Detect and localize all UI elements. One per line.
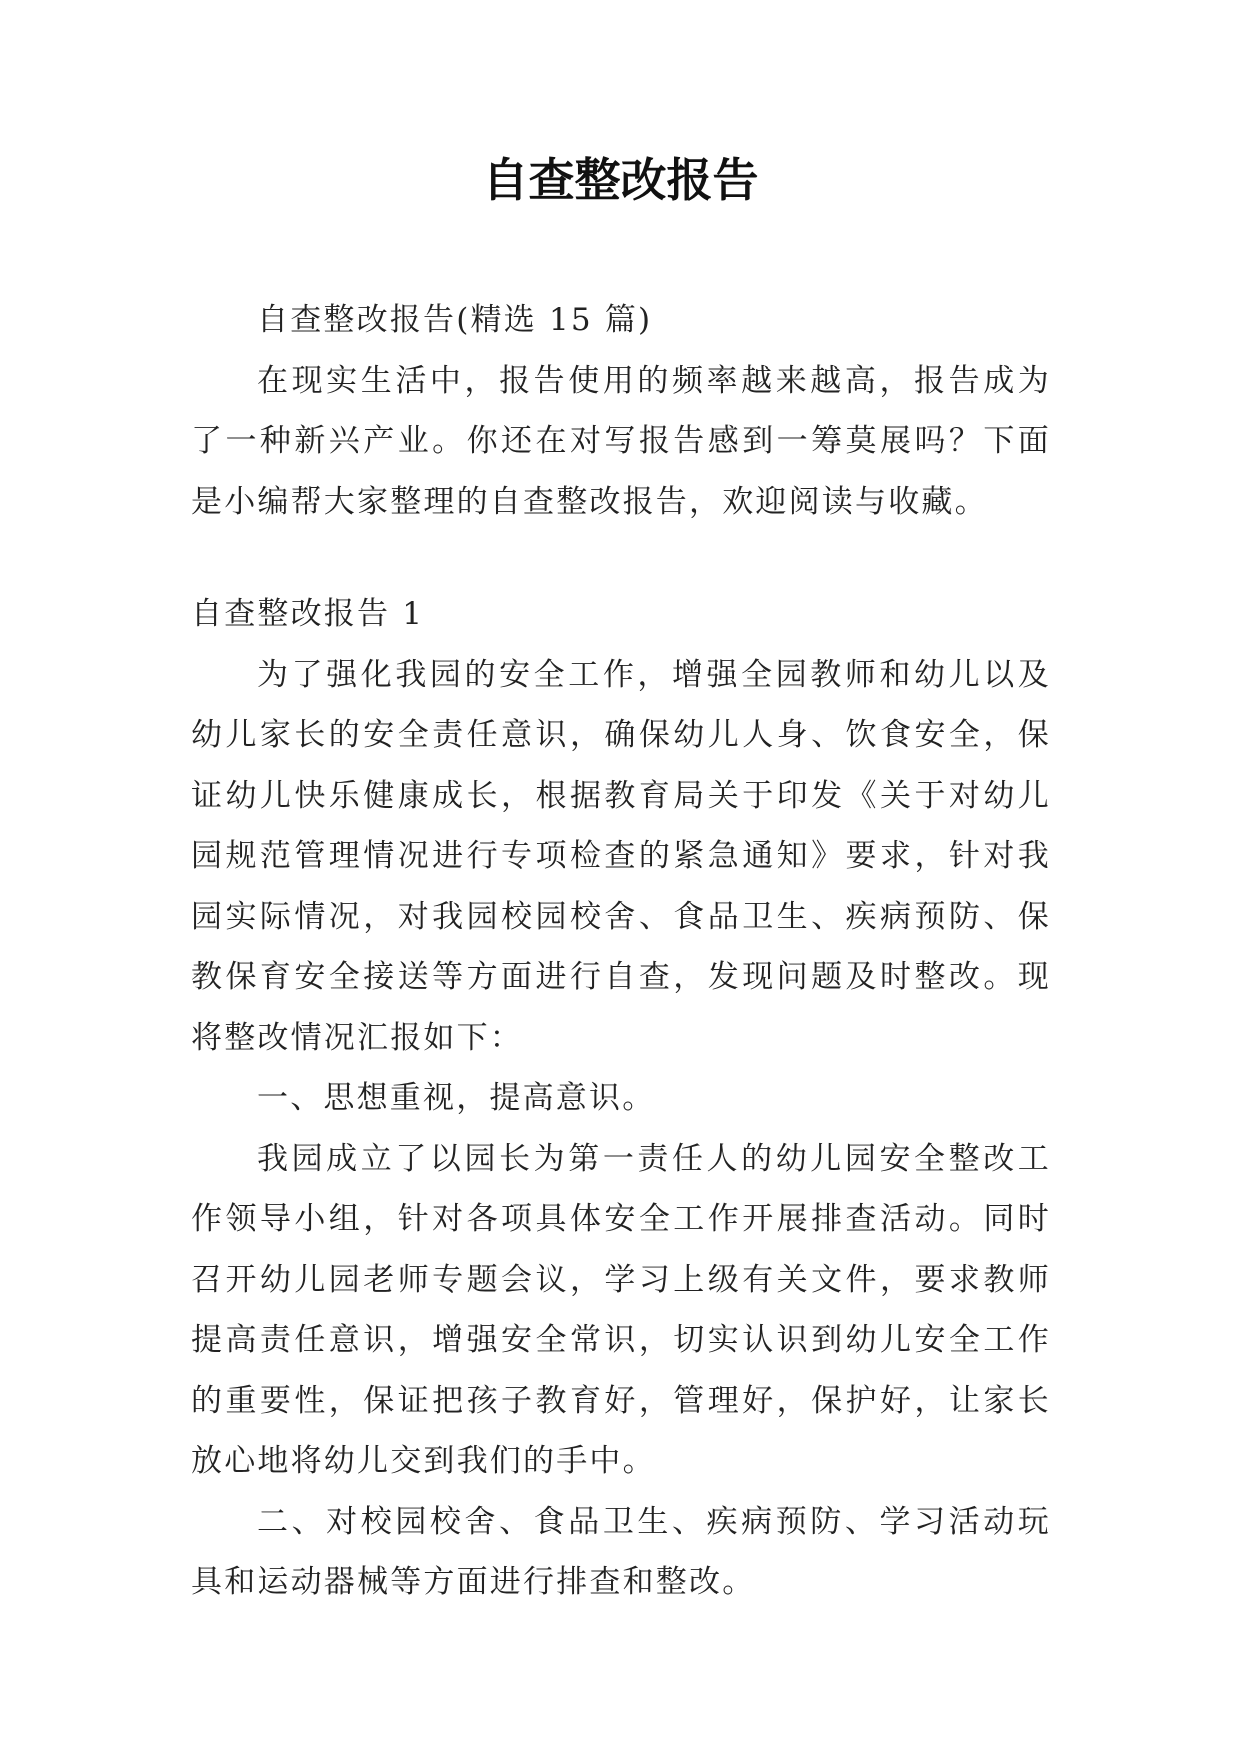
body-paragraph: 一、思想重视，提高意识。 [257,1080,656,1116]
intro-paragraph: 在现实生活中，报告使用的频率越来越高，报告成为了一种新兴产业。你还在对写报告感到一筹莫展吗？下面是小编帮大家整理的自查整改报告，欢迎阅读与收藏。 [191,362,1051,520]
body-paragraph: 我园成立了以园长为第一责任人的幼儿园安全整改工作领导小组，针对各项具体安全工作开展排查活动。同时召开幼儿园老师专题会议，学习上级有关文件，要求教师提高责任意识，增强安全常识，切实认识到幼儿安全工作的重要性，保证把孩子教育好，管理好，保护好，让家长放心地将幼儿交到我们的手中。 [191,1140,1051,1479]
document-title: 自查整改报告 [482,153,759,207]
intro-label: 自查整改报告(精选 15 篇) [257,302,653,338]
body-paragraph: 二、对校园校舍、食品卫生、疾病预防、学习活动玩具和运动器械等方面进行排查和整改。 [191,1503,1051,1600]
section-gap [191,532,1051,584]
section-heading: 自查整改报告 1 [191,596,425,632]
body-paragraph: 为了强化我园的安全工作，增强全园教师和幼儿以及幼儿家长的安全责任意识，确保幼儿人身、饮食安全，保证幼儿快乐健康成长，根据教育局关于印发《关于对幼儿园规范管理情况进行专项检查的紧急通知》要求，针对我园实际情况，对我园校园校舍、食品卫生、疾病预防、保教保育安全接送等方面进行自查，发现问题及时整改。现将整改情况汇报如下： [191,656,1051,1056]
document-body [191,290,1051,1613]
